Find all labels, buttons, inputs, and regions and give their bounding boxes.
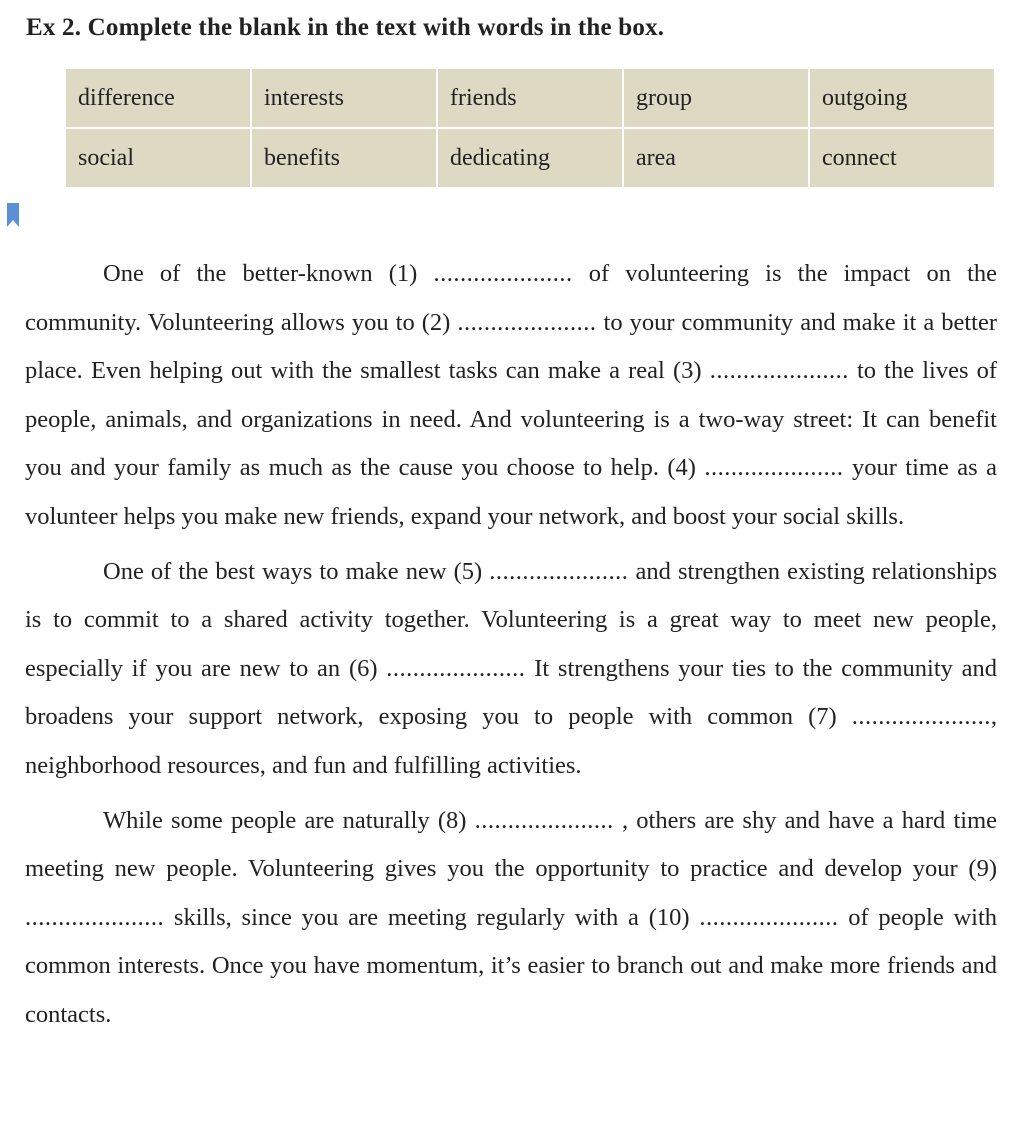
text-segment: skills, since you are meeting regularly with a (10) [173, 903, 690, 931]
word-cell: outgoing [810, 69, 994, 127]
word-box [64, 67, 996, 189]
word-cell: dedicating [438, 129, 622, 187]
passage [25, 250, 997, 1040]
text-segment: to the lives of people, animals, and organizations in need. And volunteering is a two-way street: It can benefit you and your family as much as the cause you choose to help. (4) [25, 357, 998, 482]
word-box-row [66, 129, 994, 187]
word-cell: interests [252, 69, 436, 127]
paragraph-2 [25, 548, 997, 791]
blank-2: ..................... [457, 308, 597, 336]
bookmark-icon[interactable] [6, 202, 20, 228]
blank-10: ..................... [699, 903, 839, 931]
blank-4: ..................... [704, 454, 844, 482]
text-segment: , others are shy and have a hard time meeting new people. Volunteering gives you the opportunity to practice and develop your (9) [25, 806, 998, 883]
text-segment: One of the best ways to make new (5) [103, 557, 483, 585]
word-cell: benefits [252, 129, 436, 187]
blank-8: ..................... [474, 806, 614, 834]
word-cell: area [624, 129, 808, 187]
text-segment: and strengthen existing relationships is to commit to a shared activity together. Volunteering is a great way to meet new people, especially if you are new to an (6) [25, 557, 997, 682]
word-box-row [66, 69, 994, 127]
word-cell: difference [66, 69, 250, 127]
paragraph-1 [25, 250, 997, 542]
blank-9: ..................... [25, 903, 165, 931]
blank-5: ..................... [489, 557, 629, 585]
blank-1: ..................... [433, 260, 573, 287]
blank-6: ..................... [386, 654, 526, 682]
word-cell: friends [438, 69, 622, 127]
text-segment: your time as a volunteer helps you make new friends, expand your network, and boost your social skills. [25, 454, 997, 530]
word-cell: connect [810, 129, 994, 187]
text-segment: of people with common interests. Once you have momentum, it’s easier to branch out and make more friends and contacts. [25, 903, 998, 1028]
text-segment: One of the better-known (1) [103, 260, 418, 287]
word-cell: social [66, 129, 250, 187]
text-segment: , neighborhood resources, and fun and fulfilling activities. [25, 703, 998, 779]
blank-3: ..................... [709, 357, 849, 385]
text-segment: It strengthens your ties to the community and broadens your support network, exposing you to people with common (7) [25, 654, 998, 731]
text-segment: to your community and make it a better place. Even helping out with the smallest tasks can make a real (3) [25, 308, 998, 385]
text-segment: While some people are naturally (8) [103, 806, 467, 834]
text-segment: of volunteering is the impact on the community. Volunteering allows you to (2) [25, 260, 998, 336]
blank-7: ..................... [851, 703, 991, 731]
exercise-title: Ex 2. Complete the blank in the text with words in the box. [26, 14, 665, 41]
paragraph-3 [25, 797, 997, 1040]
word-cell: group [624, 69, 808, 127]
